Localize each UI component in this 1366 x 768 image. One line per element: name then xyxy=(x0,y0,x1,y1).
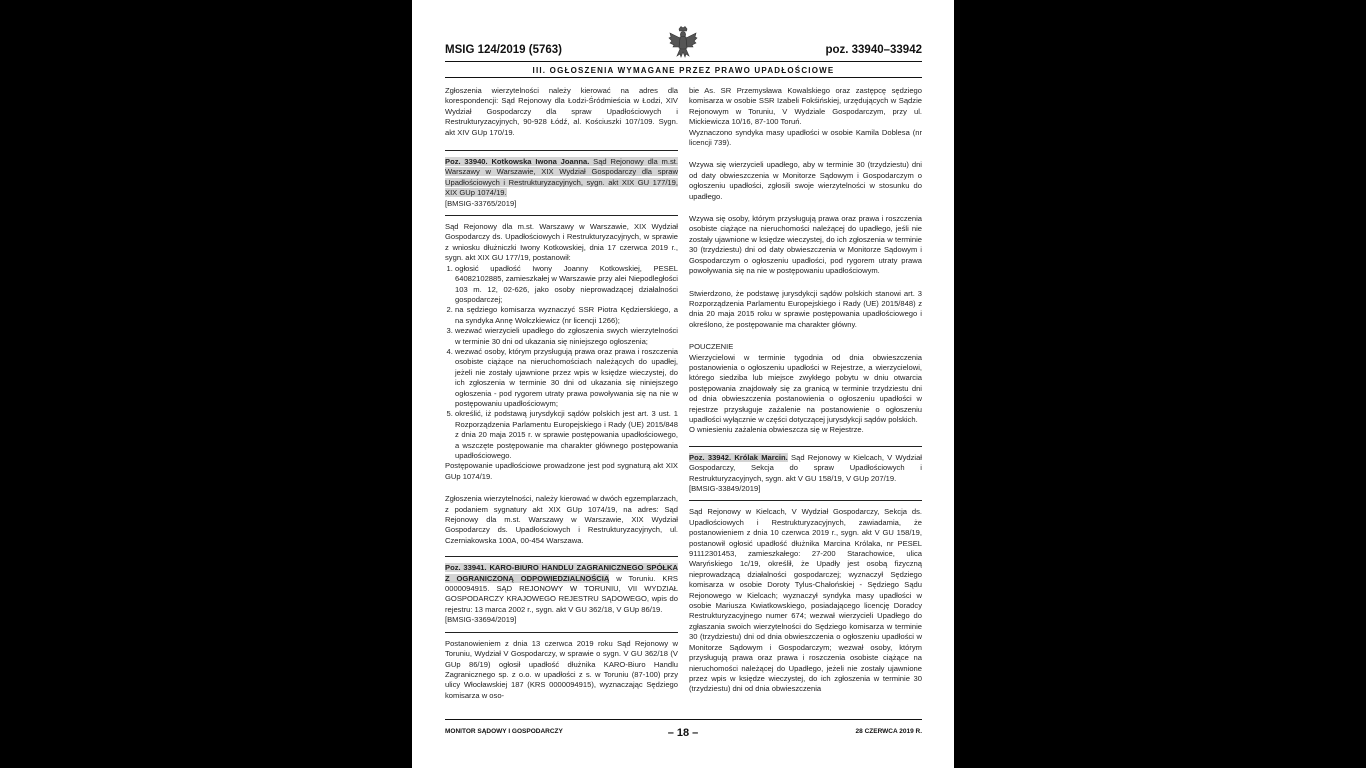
entry-33941-body: Postanowieniem z dnia 13 czerwca 2019 roku Sąd Rejonowy w Toruniu, Wydział V Gospodarczy, w sprawie o sygn. V GU 362/18 (V GUp 86/19) ogłosił upadłość dłużnika KARO-Biuro Handlu Zagranicznego sp. z o.o. w upadłości z s. w Toruniu (87-100) przy ulicy Włocławskiej 187 (KRS 0000094915), wyznaczając Sędziego komisarza w oso- xyxy=(445,638,678,700)
rights-call-paragraph: Wzywa się osoby, którym przysługują prawa oraz prawa i roszczenia osobiste ciążące na nieruchomości należącej do upadłego, jeśli nie zostały ujawnione w księdze wieczystej, do ich zgłoszenia w terminie 30 (trzydziestu) dni od daty obwieszczenia w Monitorze Sądowym i Gospodarczym o ogłoszeniu upadłości, pod rygorem utraty prawa powoływania się na nie w postępowaniu upadłościowym. xyxy=(689,214,922,276)
polish-eagle-emblem-icon xyxy=(668,26,698,60)
footer-rule xyxy=(445,719,922,720)
entry-33942-title: Poz. 33942. Królak Marcin. xyxy=(689,452,788,462)
entry-33940-body: Sąd Rejonowy dla m.st. Warszawy w Warszawie, XIX Wydział Gospodarczy ds. Upadłościowych i Restrukturyzacyjnych, w sprawie z wniosku dłużniczki Iwony Kotkowskiej, dnia 17 czerwca 2019 r., sygn. akt XIX GU 177/19, postanowił: xyxy=(445,222,678,263)
entry-33940-ref: [BMSIG-33765/2019] xyxy=(445,198,517,208)
trustee-paragraph: Wyznaczono syndyka masy upadłości w osobie Kamila Doblesa (nr licencji 739). xyxy=(689,127,922,148)
pouczenie-end: O wniesieniu zażalenia obwieszcza się w Rejestrze. xyxy=(689,425,864,435)
entry-33940-heading xyxy=(445,157,678,199)
entry-separator xyxy=(689,500,922,501)
publication-date: 28 CZERWCA 2019 R. xyxy=(855,728,922,735)
publication-name: MONITOR SĄDOWY I GOSPODARCZY xyxy=(445,728,563,735)
entry-33941-heading xyxy=(445,563,678,615)
header-rule xyxy=(445,61,922,62)
entry-33941-ref: [BMSIG-33694/2019] xyxy=(445,615,517,625)
position-range: poz. 33940–33942 xyxy=(825,44,922,56)
entry-33942-body: Sąd Rejonowy w Kielcach, V Wydział Gospodarczy, Sekcja ds. Upadłościowych i Restrukturyzacyjnych, zawiadamia, że postanowieniem z dnia 10 czerwca 2019 r., sygn. akt V GU 158/19, postanowił ogłosić upadłość dłużnika Marcina Królaka, nr PESEL 91112301453, zamieszkałego: 27-200 Starachowice, ulica Waryńskiego 1c/19, określił, że Upadły jest osobą fizyczną nieprowadzącą działalności gospodarczej; wyznaczył Sędziego komisarza w osobie Doroty Tylus-Chałońskiej - Sędziego Sądu Rejonowego w Kielcach; wyznaczył syndyka masy upadłości w osobie Mariusza Kwiatkowskiego, posiadającego licencję Doradcy Restrukturyzacyjnego numer 674; wezwał wierzycieli Upadłego do zgłaszania swoich wierzytelności do Sędziego komisarza w terminie 30 (trzydziestu) dni od dnia obwieszczenia o ogłoszeniu upadłości w Monitorze Sądowym i Gospodarczym; wezwał osoby, którym przysługują prawa oraz prawa i roszczenia osobiste ciążące na nieruchomości należącej do Upadłego, jeżeli nie zostały ujawnione przez wpis w księdze wieczystej, do ich zgłoszenia w terminie 30 (trzydziestu) dni od dnia obwieszczenia xyxy=(689,507,922,694)
entry-separator xyxy=(445,556,678,557)
entry-33942-court: Sąd Rejonowy w Kielcach, V Wydział Gospodarczy, Sekcja do spraw Upadłościowych i Restrukturyzacyjnych, sygn. akt V GU 158/19, V GUp 207/19. xyxy=(689,452,922,483)
list-item: 1. ogłosić upadłość Iwony Joanny Kotkowskiej, PESEL 64082102885, zamieszkałej w Warszawie przy alei Niepodległości 103 m. 12, 02-626, jako osoby nieprowadzącej działalności gospodarczej; xyxy=(455,264,678,306)
entry-33942-ref: [BMSIG-33849/2019] xyxy=(689,484,761,493)
entry-33940-title: Poz. 33940. Kotkowska Iwona Joanna. xyxy=(445,157,590,167)
entry-33941-title: Poz. 33941. KARO-BIURO HANDLU ZAGRANICZNEGO SPÓŁKA Z OGRANICZONĄ ODPOWIEDZIALNOŚCIĄ xyxy=(445,563,678,583)
entry-33940-after: Postępowanie upadłościowe prowadzone jest pod sygnaturą akt XIX GUp 1074/19. xyxy=(445,461,678,481)
creditors-call-paragraph: Wzywa się wierzycieli upadłego, aby w terminie 30 (trzydziestu) dni od daty obwieszczenia w Monitorze Sądowym i Gospodarczym o ogłoszeniu upadłości, zgłosili swoje wierzytelności w stosunku do upadłego. xyxy=(689,160,922,201)
section-title: III. OGŁOSZENIA WYMAGANE PRZEZ PRAWO UPADŁOŚCIOWE xyxy=(532,66,835,75)
document-page xyxy=(412,0,954,768)
entry-33941-continued: bie As. SR Przemysława Kowalskiego oraz zastępcę sędziego komisarza w osobie SSR Izabeli Fokśińskiej, urzędujących w Sądzie Rejonowym w Toruniu, V Wydziale Gospodarczym, przy ul. Mickiewicza 10/16, 87-100 Toruń. xyxy=(689,86,922,127)
section-rule xyxy=(445,77,922,78)
pouczenie-paragraph: Wierzycielowi w terminie tygodnia od dnia obwieszczenia postanowienia o ogłoszeniu upadłości w Rejestrze, a wierzycielowi, którego siedziba lub miejsce zwykłego pobytu w dniu otwarcia postępowania znajdowały się za granicą w terminie trzydziestu dni od dnia obwieszczenia postanowienia o ogłoszeniu upadłości w rejestrze przysługuje zażalenie na postanowienie o ogłoszeniu upadłości wyłącznie w części dotyczącej jurysdykcji sądów polskich. xyxy=(689,352,922,424)
list-item: 5. określić, iż podstawą jurysdykcji sądów polskich jest art. 3 ust. 1 Rozporządzenia Parlamentu Europejskiego i Rady (UE) 2015/848 z dnia 20 maja 2015 r. w sprawie postępowania upadłościowego, a wszczęte postępowanie ma charakter głównego postępowania upadłościowego. xyxy=(455,409,678,461)
entry-separator xyxy=(445,150,678,151)
right-column xyxy=(689,86,922,695)
entry-separator xyxy=(445,215,678,216)
left-column xyxy=(445,86,678,701)
issue-number: MSIG 124/2019 (5763) xyxy=(445,44,562,56)
pouczenie-title: POUCZENIE xyxy=(689,342,734,352)
intro-paragraph: Zgłoszenia wierzytelności należy kierować na adres dla korespondencji: Sąd Rejonowy dla Łodzi-Śródmieścia w Łodzi, XIV Wydział Gospodarczy dla spraw Upadłościowych i Restrukturyzacyjnych, 90-928 Łódź, al. Kościuszki 107/109. Sygn. akt XIV GUp 170/19. xyxy=(445,86,678,137)
entry-separator xyxy=(445,632,678,633)
list-item: 2. na sędziego komisarza wyznaczyć SSR Piotra Kędzierskiego, a na syndyka Annę Wołczkiewicz (nr licencji 1266); xyxy=(455,305,678,326)
entry-33941-court: w Toruniu. KRS 0000094915. SĄD REJONOWY W TORUNIU, VII WYDZIAŁ GOSPODARCZY KRAJOWEGO REJESTRU SĄDOWEGO, wpis do rejestru: 13 marca 2002 r., sygn. akt V GU 362/18, V GUp 86/19. xyxy=(445,573,678,614)
list-item: 4. wezwać osoby, którym przysługują prawa oraz prawa i roszczenia osobiste ciążące na nieruchomościach należących do upadłej, jeżeli nie zostały ujawnione przez wpis w księdze wieczystej, do ich zgłoszenia w terminie 30 dni od ukazania się niniejszego ogłoszenia - pod rygorem utraty prawa powoływania się na nie w postępowaniu upadłościowym; xyxy=(455,347,678,409)
entry-33940-court: Sąd Rejonowy dla m.st. Warszawy w Warszawie, XIX Wydział Gospodarczy dla spraw Upadłościowych i Restrukturyzacyjnych, sygn. akt XIX GU 177/19, XIX GUp 1074/19. xyxy=(445,157,678,198)
entry-33940-items xyxy=(445,264,678,462)
list-item: 3. wezwać wierzycieli upadłego do zgłoszenia swych wierzytelności w terminie 30 dni od ukazania się niniejszego ogłoszenia; xyxy=(455,326,678,347)
entry-33940-claims: Zgłoszenia wierzytelności, należy kierować w dwóch egzemplarzach, z podaniem sygnatury akt XIX GUp 1074/19, na adres: Sąd Rejonowy dla m.st. Warszawy w Warszawie, XIX Wydział Gospodarczy ds. Upadłościowych i Restrukturyzacyjnych, ul. Czerniakowska 100A, 00-454 Warszawa. xyxy=(445,494,678,545)
page-number: – 18 – xyxy=(667,727,699,739)
entry-separator xyxy=(689,446,922,447)
entry-33942-heading xyxy=(689,453,922,484)
jurisdiction-paragraph: Stwierdzono, że podstawę jurysdykcji sądów polskich stanowi art. 3 Rozporządzenia Parlamentu Europejskiego i Rady (UE) 2015/848) z dnia 20 maja 2015 roku w sprawie postępowania upadłościowego i określono, że postępowanie ma charakter główny. xyxy=(689,288,922,329)
